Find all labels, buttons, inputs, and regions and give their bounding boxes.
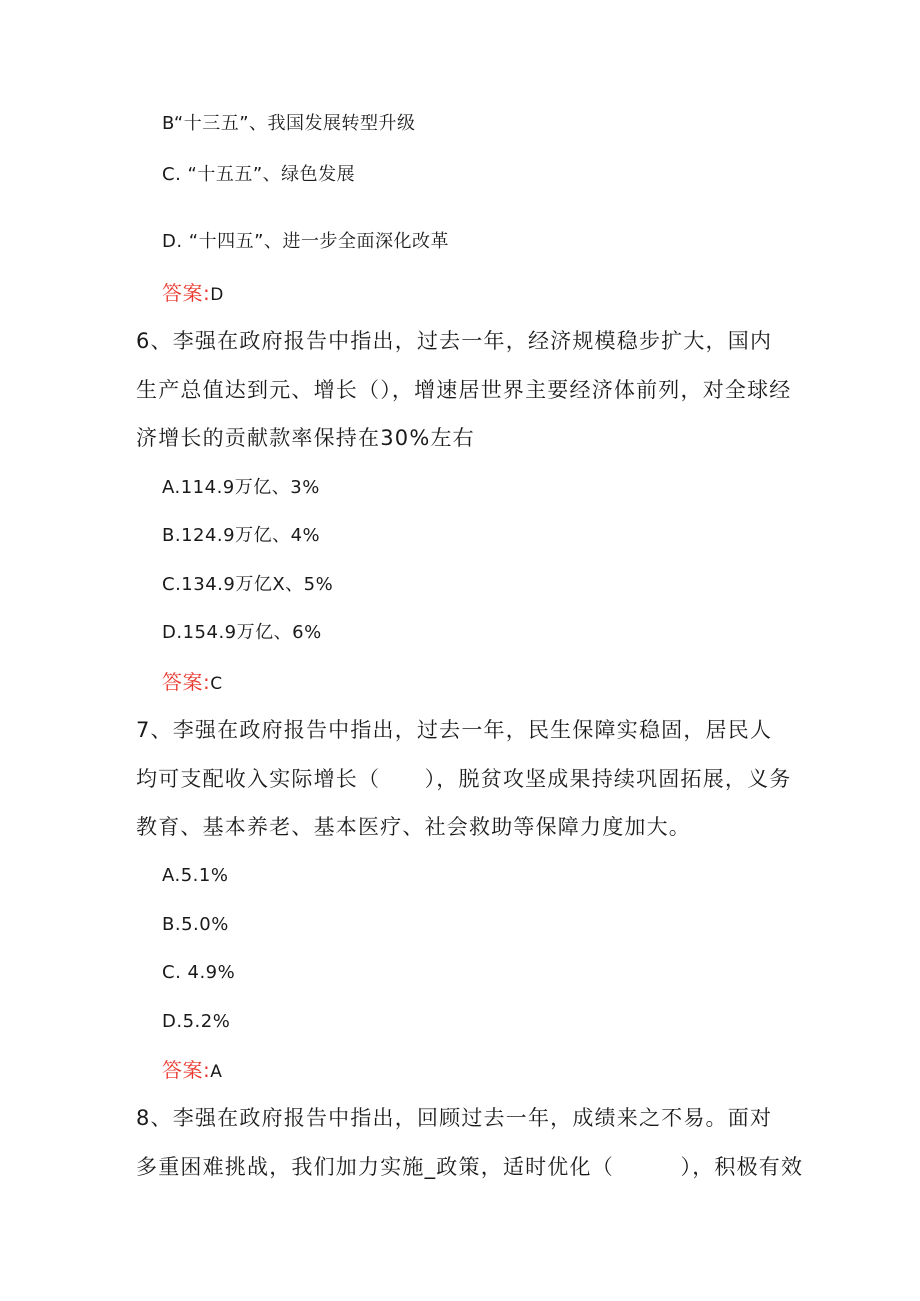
answer-label: 答案: xyxy=(162,1058,211,1082)
q6-option-b: B.124.9万亿、4% xyxy=(162,525,321,546)
q6-option-d: D.154.9万亿、6% xyxy=(162,622,322,643)
answer-label: 答案: xyxy=(162,670,211,694)
q6-text-line-3: 济增长的贡献款率保持在30%左右 xyxy=(136,426,475,450)
prev-option-c: C. “十五五”、绿色发展 xyxy=(162,164,356,185)
answer-value: D xyxy=(210,285,224,305)
q7-text-line-2: 均可支配收入实际增长（ ），脱贫攻坚成果持续巩固拓展，义务 xyxy=(136,767,792,791)
prev-answer xyxy=(162,278,224,310)
q7-option-a: A.5.1% xyxy=(162,865,229,886)
prev-option-d: D. “十四五”、进一步全面深化改革 xyxy=(162,231,449,252)
answer-value: C xyxy=(210,674,223,694)
q7-answer xyxy=(162,1055,222,1087)
q6-answer xyxy=(162,667,223,699)
q6-option-c: C.134.9万亿X、5% xyxy=(162,574,334,595)
q6-option-a: A.114.9万亿、3% xyxy=(162,477,320,498)
q7-option-c: C. 4.9% xyxy=(162,962,236,983)
q8-text-line-2: 多重困难挑战，我们加力实施_政策，适时优化（ ），积极有效 xyxy=(136,1155,804,1179)
q7-text-line-3: 教育、基本养老、基本医疗、社会救助等保障力度加大。 xyxy=(136,815,691,839)
q8-text-line-1: 8、李强在政府报告中指出，回顾过去一年，成绩来之不易。面对 xyxy=(136,1106,773,1130)
prev-option-b: B“十三五”、我国发展转型升级 xyxy=(162,113,416,134)
q7-text-line-1: 7、李强在政府报告中指出，过去一年，民生保障实稳固，居民人 xyxy=(136,718,773,742)
answer-value: A xyxy=(210,1062,223,1082)
q6-text-line-2: 生产总值达到元、增长（），增速居世界主要经济体前列，对全球经 xyxy=(136,378,792,402)
q7-option-d: D.5.2% xyxy=(162,1011,231,1032)
q7-option-b: B.5.0% xyxy=(162,914,229,935)
q6-text-line-1: 6、李强在政府报告中指出，过去一年，经济规模稳步扩大，国内 xyxy=(136,329,773,353)
answer-label: 答案: xyxy=(162,281,211,305)
